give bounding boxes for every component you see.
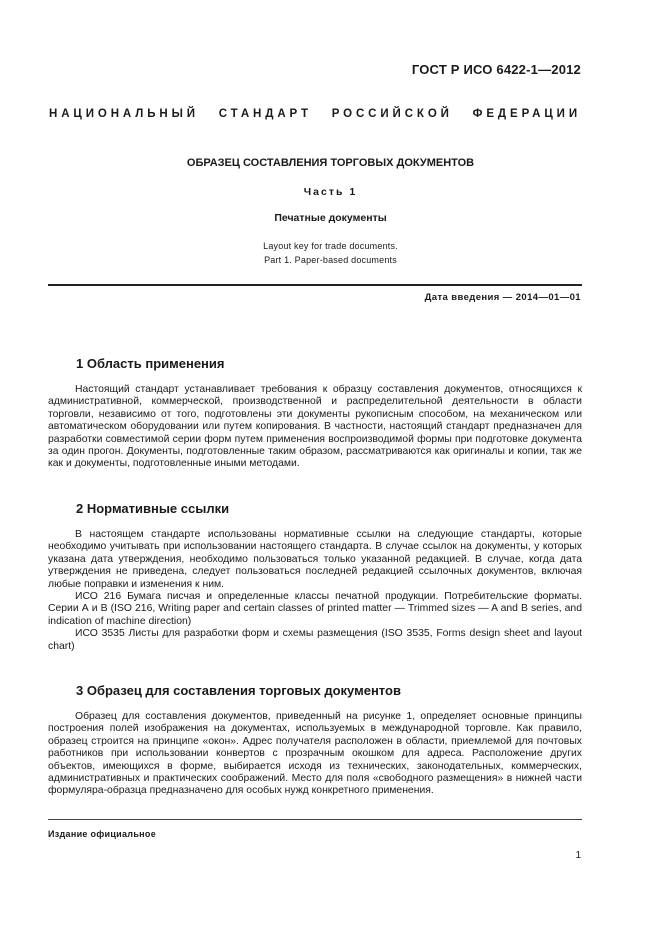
national-standard-banner — [49, 108, 581, 120]
banner-word: НАЦИОНАЛЬНЫЙ — [49, 108, 199, 120]
edition-label: Издание официальное — [48, 829, 157, 839]
section-heading: 1 Область применения — [76, 356, 225, 371]
header-divider — [48, 284, 582, 286]
section-heading: 3 Образец для составления торговых документов — [76, 683, 401, 698]
paragraph: Настоящий стандарт устанавливает требования к образцу составления документов, относящихся к административной, коммерческой, производственной и распределительной деятельности в области торговли, независимо от того, подготовлены эти документы рукописным способом, на механическом или автоматическом оборудовании или путем копирования. В частности, настоящий стандарт предназначен для разработки совместимой серии форм путем применения воспроизводимой формы при подготовке документа за один прогон. Документы, подготовленные таким образом, рассматриваются как оригиналы и копии, так же как и документы, подготовленные иными методами. — [48, 384, 582, 470]
paragraph: Образец для составления документов, приведенный на рисунке 1, определяет основные принципы построения полей изображения на документах, используемых в международной торговле. Как правило, образец строится на принципе «окон». Адрес получателя расположен в области, приемлемой для почтовых работников при использовании конвертов с прозрачным окошком для адреса. Расположение других объектов, имеющихся в форме, выбирается исходя из технических, законодательных, коммерческих, административных и практических соображений. Место для поля «свободного размещения» в нижней части формуляра-образца предназначено для особых нужд конкретного применения. — [48, 711, 582, 797]
english-title-line: Layout key for trade documents. — [263, 241, 398, 251]
paragraph: ИСО 216 Бумага писчая и определенные классы печатной продукции. Потребительские форматы. Серии А и В (ISO 216, Writing paper and certain classes of printed matter — Trimmed sizes — A and B series, and indication of machine direction) — [48, 591, 582, 627]
page-number: 1 — [575, 850, 581, 861]
footer-divider — [48, 819, 582, 820]
part-label: Часть 1 — [303, 186, 358, 198]
section-heading: 2 Нормативные ссылки — [76, 501, 230, 516]
introduction-date: Дата введения — 2014—01—01 — [424, 292, 581, 303]
document-code: ГОСТ Р ИСО 6422-1—2012 — [411, 62, 581, 77]
paragraph: В настоящем стандарте использованы нормативные ссылки на следующие стандарты, которые необходимо учитывать при использовании настоящего стандарта. В случае ссылок на документы, у которых указана дата утверждения, необходимо пользоваться только указанной редакцией. В случае, когда дата утверждения не приведена, следует пользоваться последней редакцией ссылочных документов, включая любые поправки и изменения к ним. — [48, 529, 582, 590]
banner-word: ФЕДЕРАЦИИ — [472, 108, 581, 120]
document-title: ОБРАЗЕЦ СОСТАВЛЕНИЯ ТОРГОВЫХ ДОКУМЕНТОВ — [186, 157, 475, 169]
document-subtitle: Печатные документы — [274, 212, 387, 224]
section-body — [48, 711, 582, 798]
english-title-line: Part 1. Paper-based documents — [264, 255, 397, 265]
banner-word: СТАНДАРТ — [218, 108, 312, 120]
paragraph: ИСО 3535 Листы для разработки форм и схемы размещения (ISO 3535, Forms design sheet and layout chart) — [48, 628, 582, 652]
banner-word: РОССИЙСКОЙ — [331, 108, 453, 120]
section-body — [48, 384, 582, 471]
section-body — [48, 529, 582, 653]
english-title — [0, 239, 661, 267]
